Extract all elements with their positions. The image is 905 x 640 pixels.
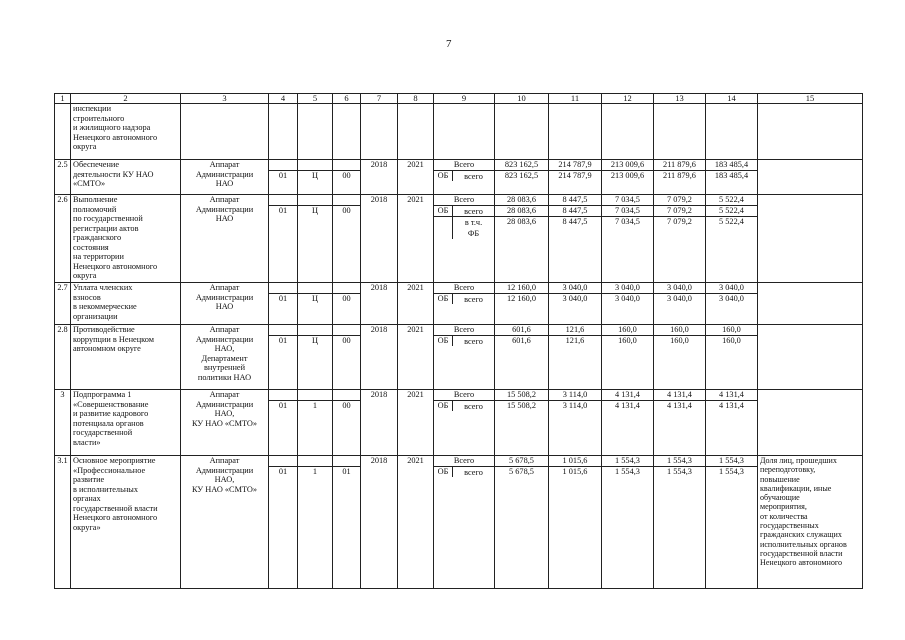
value: 160,0 xyxy=(722,336,741,345)
value: 5 522,4 xyxy=(719,206,744,215)
code-value: 00 xyxy=(342,401,351,410)
code-value: 00 xyxy=(342,206,351,215)
code-value: 1 xyxy=(312,467,318,476)
year-end: 2021 xyxy=(398,160,434,195)
row-name: Подпрограмма 1 «Совершенствование и развитие кадрового потенциала органов государственной власти» xyxy=(71,390,181,456)
value: 213 009,6 xyxy=(610,171,645,180)
code-value xyxy=(269,114,297,124)
source-total-label: Всего xyxy=(453,195,475,204)
value: 3 040,0 xyxy=(615,294,640,303)
code-cell-c4 xyxy=(269,390,298,456)
value: 160,0 xyxy=(618,325,637,334)
value: 1 554,3 xyxy=(615,467,640,476)
value: 7 034,5 xyxy=(615,195,640,204)
table-row xyxy=(55,283,863,325)
row-number xyxy=(55,104,71,160)
code-value: 01 xyxy=(342,467,351,476)
source-sub-label: всего xyxy=(464,295,483,304)
source-sub-label: всего xyxy=(464,402,483,411)
value: 601,6 xyxy=(512,336,531,345)
code-cell-c5 xyxy=(298,160,333,195)
header-row xyxy=(55,94,863,104)
value: 7 034,5 xyxy=(615,217,640,226)
code-value: Ц xyxy=(312,171,318,180)
value-cell xyxy=(706,160,758,195)
source-total-label: Всего xyxy=(453,456,475,465)
value: 3 040,0 xyxy=(719,283,744,292)
code-cell-c5 xyxy=(298,283,333,325)
code-value: 01 xyxy=(278,336,288,345)
code-value: 00 xyxy=(342,294,351,303)
value: 4 131,4 xyxy=(667,390,692,399)
row-name: Основное мероприятие «Профессиональное развитие в исполнительных органах государственной власти Ненецкого автономного округа» xyxy=(71,456,181,589)
value: 823 162,5 xyxy=(504,171,539,180)
row-executor: Аппарат Администрации НАО xyxy=(181,160,269,195)
value-cell xyxy=(495,456,549,589)
code-value: 00 xyxy=(342,336,351,345)
row-executor: Аппарат Администрации НАО, Департамент внутренней политики НАО xyxy=(181,325,269,390)
code-value: Ц xyxy=(312,336,318,345)
value: 5 522,4 xyxy=(719,195,744,204)
value-cell xyxy=(495,390,549,456)
header-cell: 1 xyxy=(55,94,71,104)
value-cell xyxy=(495,160,549,195)
row-name: Выполнение полномочий по государственной регистрации актов гражданского состояния на территории Ненецкого автономного округа xyxy=(71,195,181,283)
source-ob-label: ОБ xyxy=(434,294,453,304)
source-cell xyxy=(434,195,495,283)
value: 5 678,5 xyxy=(509,467,534,476)
value: 1 554,3 xyxy=(667,467,692,476)
code-value xyxy=(333,114,360,124)
year-end: 2021 xyxy=(398,390,434,456)
code-cell-c5 xyxy=(298,104,333,160)
source-cell xyxy=(434,160,495,195)
source-sub-label: всего xyxy=(464,207,483,216)
source-cell xyxy=(434,390,495,456)
value: 1 554,3 xyxy=(667,456,692,465)
row-executor: Аппарат Администрации НАО, КУ НАО «СМТО» xyxy=(181,390,269,456)
value: 8 447,5 xyxy=(562,195,588,204)
value-cell xyxy=(654,325,706,390)
value-cell xyxy=(654,160,706,195)
value: 4 131,4 xyxy=(615,390,640,399)
source-cell xyxy=(434,104,495,160)
value: 1 015,6 xyxy=(562,456,588,465)
source-sub-label: всего xyxy=(464,468,483,477)
header-cell: 9 xyxy=(434,94,495,104)
row-executor: Аппарат Администрации НАО xyxy=(181,283,269,325)
value-cell xyxy=(706,283,758,325)
code-cell-c6 xyxy=(333,160,361,195)
source-total-label: Всего xyxy=(453,160,475,169)
row-indicator-note xyxy=(758,195,863,283)
value: 183 485,4 xyxy=(714,160,749,169)
row-number: 3.1 xyxy=(55,456,71,589)
value: 160,0 xyxy=(670,325,689,334)
value-cell xyxy=(654,104,706,160)
row-name: инспекции строительного и жилищного надзора Ненецкого автономного округа xyxy=(71,104,181,160)
value: 5 678,5 xyxy=(509,456,534,465)
code-cell-c6 xyxy=(333,283,361,325)
value: 211 879,6 xyxy=(663,171,696,180)
year-end xyxy=(398,104,434,160)
code-cell-c6 xyxy=(333,325,361,390)
value: 214 787,9 xyxy=(558,171,592,180)
value-cell xyxy=(654,390,706,456)
source-cell xyxy=(434,456,495,589)
source-ob-label: ОБ xyxy=(434,171,453,181)
value: 7 079,2 xyxy=(667,195,692,204)
table-row xyxy=(55,104,863,160)
page-number: 7 xyxy=(446,38,452,50)
row-name: Противодействие коррупции в Ненецком автономном округе xyxy=(71,325,181,390)
source-total-label: Всего xyxy=(453,325,475,334)
table-row xyxy=(55,195,863,283)
row-number: 2.8 xyxy=(55,325,71,390)
row-indicator-note: Доля лиц, прошедших переподготовку, повышение квалификации, иные обучающие мероприятия, от количества государственных гражданских служащих исполнительных органов государственной власти Ненецкого автономного xyxy=(758,456,863,589)
row-indicator-note xyxy=(758,283,863,325)
code-cell-c5 xyxy=(298,325,333,390)
value: 8 447,5 xyxy=(562,217,588,226)
value: 15 508,2 xyxy=(506,401,537,410)
year-start: 2018 xyxy=(361,160,398,195)
value: 3 114,0 xyxy=(562,401,588,410)
year-start xyxy=(361,104,398,160)
value: 1 554,3 xyxy=(719,456,744,465)
value-cell xyxy=(549,195,602,283)
value: 160,0 xyxy=(618,336,637,345)
code-value: Ц xyxy=(312,206,318,215)
code-cell-c4 xyxy=(269,283,298,325)
header-cell: 10 xyxy=(495,94,549,104)
code-value: 1 xyxy=(312,401,318,410)
source-ob-label: ОБ xyxy=(434,206,453,216)
header-cell: 13 xyxy=(654,94,706,104)
source-ob-label: ОБ xyxy=(434,336,453,346)
source-ob-label xyxy=(434,217,453,239)
value: 1 015,6 xyxy=(562,467,588,476)
row-number: 2.6 xyxy=(55,195,71,283)
value: 3 040,0 xyxy=(562,294,588,303)
value-cell xyxy=(602,283,654,325)
source-total-label: Всего xyxy=(453,283,475,292)
value: 601,6 xyxy=(512,325,531,334)
row-number: 2.7 xyxy=(55,283,71,325)
value: 3 040,0 xyxy=(615,283,640,292)
value-cell xyxy=(549,390,602,456)
value: 4 131,4 xyxy=(667,401,692,410)
code-cell-c5 xyxy=(298,390,333,456)
year-start: 2018 xyxy=(361,456,398,589)
value-cell xyxy=(602,456,654,589)
row-executor: Аппарат Администрации НАО, КУ НАО «СМТО» xyxy=(181,456,269,589)
value: 12 160,0 xyxy=(506,294,537,303)
table-row xyxy=(55,325,863,390)
value-cell xyxy=(602,104,654,160)
value: 1 554,3 xyxy=(719,467,744,476)
value-cell xyxy=(549,325,602,390)
value-cell xyxy=(602,160,654,195)
code-value: 01 xyxy=(278,206,288,215)
code-cell-c4 xyxy=(269,195,298,283)
value-cell xyxy=(495,283,549,325)
header-cell: 6 xyxy=(333,94,361,104)
code-value: Ц xyxy=(312,294,318,303)
value: 7 034,5 xyxy=(615,206,640,215)
table-row xyxy=(55,390,863,456)
row-indicator-note xyxy=(758,104,863,160)
row-indicator-note xyxy=(758,325,863,390)
source-sub-label: всего xyxy=(464,337,483,346)
code-cell-c4 xyxy=(269,325,298,390)
value-cell xyxy=(654,456,706,589)
value-cell xyxy=(706,104,758,160)
header-cell: 14 xyxy=(706,94,758,104)
code-cell-c6 xyxy=(333,456,361,589)
value: 3 040,0 xyxy=(719,294,744,303)
value-cell xyxy=(654,195,706,283)
row-name: Обеспечение деятельности КУ НАО «СМТО» xyxy=(71,160,181,195)
header-cell: 11 xyxy=(549,94,602,104)
value: 4 131,4 xyxy=(615,401,640,410)
row-indicator-note xyxy=(758,160,863,195)
source-sub-label: всего xyxy=(464,172,483,181)
value-cell xyxy=(495,104,549,160)
value: 3 114,0 xyxy=(562,390,588,399)
value: 8 447,5 xyxy=(562,206,588,215)
value-cell xyxy=(549,104,602,160)
table-row xyxy=(55,456,863,589)
code-value: 01 xyxy=(278,467,288,476)
header-cell: 2 xyxy=(71,94,181,104)
code-value: 00 xyxy=(342,171,351,180)
code-cell-c6 xyxy=(333,390,361,456)
table-row xyxy=(55,160,863,195)
code-cell-c5 xyxy=(298,195,333,283)
year-start: 2018 xyxy=(361,325,398,390)
code-cell-c6 xyxy=(333,104,361,160)
value: 3 040,0 xyxy=(562,283,588,292)
year-start: 2018 xyxy=(361,283,398,325)
year-start: 2018 xyxy=(361,195,398,283)
header-cell: 4 xyxy=(269,94,298,104)
value: 7 079,2 xyxy=(667,217,692,226)
value: 5 522,4 xyxy=(719,217,744,226)
code-cell-c5 xyxy=(298,456,333,589)
code-cell-c4 xyxy=(269,160,298,195)
value-cell xyxy=(602,390,654,456)
header-cell: 15 xyxy=(758,94,863,104)
value: 4 131,4 xyxy=(719,390,744,399)
source-sub-label: в т.ч. ФБ xyxy=(464,218,483,238)
row-number: 2.5 xyxy=(55,160,71,195)
value-cell xyxy=(706,325,758,390)
value: 15 508,2 xyxy=(506,390,537,399)
row-executor: Аппарат Администрации НАО xyxy=(181,195,269,283)
value: 4 131,4 xyxy=(719,401,744,410)
code-cell-c6 xyxy=(333,195,361,283)
code-value: 01 xyxy=(278,171,288,180)
code-cell-c4 xyxy=(269,456,298,589)
row-number: 3 xyxy=(55,390,71,456)
value-cell xyxy=(706,195,758,283)
value: 28 083,6 xyxy=(506,206,537,215)
year-end: 2021 xyxy=(398,283,434,325)
value: 823 162,5 xyxy=(504,160,539,169)
value: 3 040,0 xyxy=(667,283,692,292)
source-cell xyxy=(434,325,495,390)
code-value: 01 xyxy=(278,294,288,303)
value: 7 079,2 xyxy=(667,206,692,215)
value: 160,0 xyxy=(722,325,741,334)
row-name: Уплата членских взносов в некоммерческие организации xyxy=(71,283,181,325)
value-cell xyxy=(706,456,758,589)
header-cell: 8 xyxy=(398,94,434,104)
value: 12 160,0 xyxy=(506,283,537,292)
value-cell xyxy=(495,195,549,283)
header-cell: 12 xyxy=(602,94,654,104)
value-cell xyxy=(549,160,602,195)
header-cell: 5 xyxy=(298,94,333,104)
budget-table xyxy=(54,93,863,589)
code-value xyxy=(298,114,332,124)
row-executor xyxy=(181,104,269,160)
header-cell: 7 xyxy=(361,94,398,104)
value-cell xyxy=(602,325,654,390)
year-end: 2021 xyxy=(398,195,434,283)
value-cell xyxy=(549,283,602,325)
value-cell xyxy=(654,283,706,325)
row-indicator-note xyxy=(758,390,863,456)
value: 28 083,6 xyxy=(506,195,537,204)
year-end: 2021 xyxy=(398,325,434,390)
source-ob-label: ОБ xyxy=(434,467,453,477)
source-cell xyxy=(434,283,495,325)
value-cell xyxy=(602,195,654,283)
value-cell xyxy=(706,390,758,456)
value: 3 040,0 xyxy=(667,294,692,303)
value-cell xyxy=(549,456,602,589)
header-cell: 3 xyxy=(181,94,269,104)
code-cell-c4 xyxy=(269,104,298,160)
value: 183 485,4 xyxy=(714,171,749,180)
source-ob-label: ОБ xyxy=(434,401,453,411)
value: 28 083,6 xyxy=(506,217,537,226)
source-total-label: Всего xyxy=(453,390,475,399)
value: 121,6 xyxy=(565,325,585,334)
value: 1 554,3 xyxy=(615,456,640,465)
year-end: 2021 xyxy=(398,456,434,589)
value: 213 009,6 xyxy=(610,160,645,169)
value: 214 787,9 xyxy=(558,160,592,169)
code-value: 01 xyxy=(278,401,288,410)
value: 211 879,6 xyxy=(663,160,696,169)
year-start: 2018 xyxy=(361,390,398,456)
value: 121,6 xyxy=(565,336,585,345)
value: 160,0 xyxy=(670,336,689,345)
value-cell xyxy=(495,325,549,390)
